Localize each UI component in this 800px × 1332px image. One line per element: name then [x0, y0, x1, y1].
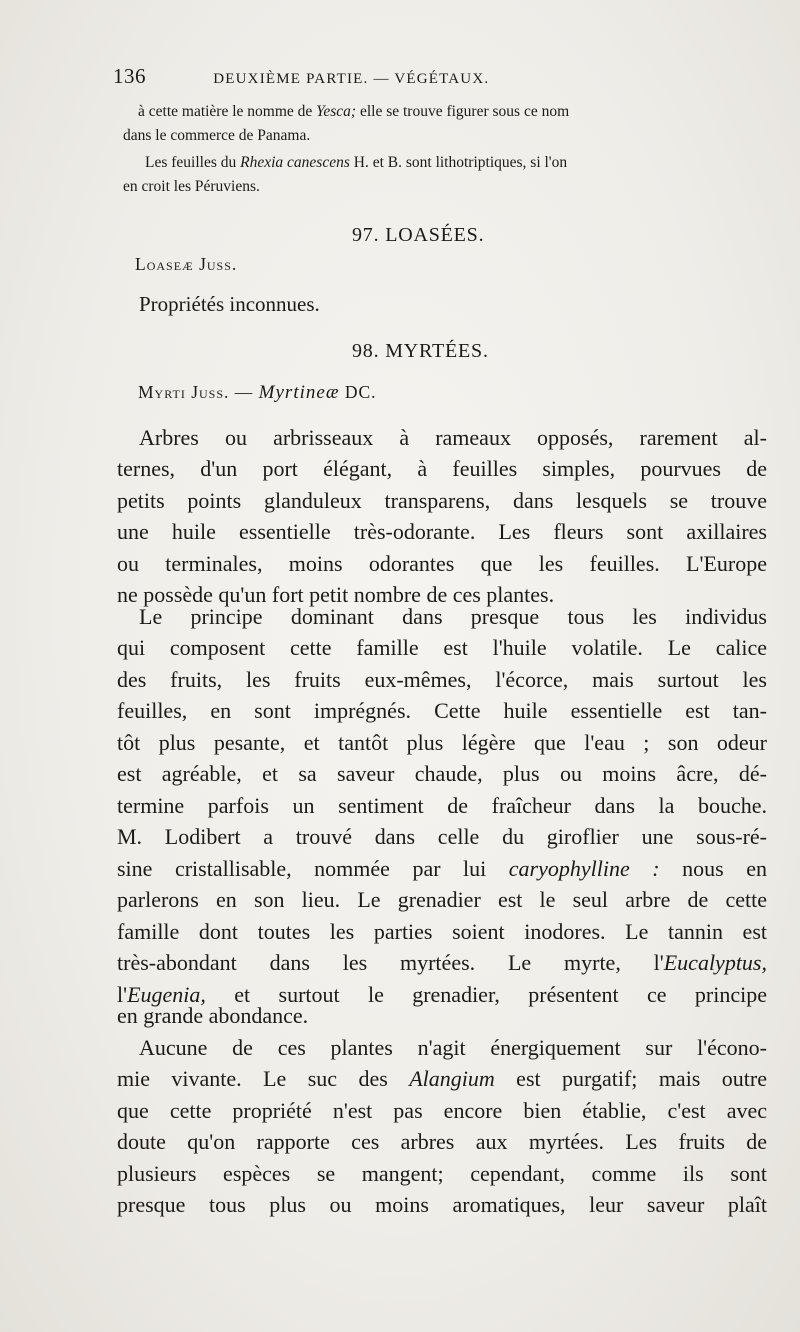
section-title-loasees: 97. LOASÉES.	[352, 224, 485, 246]
text-line: tôt plus pesante, et tantôt plus légère que l'eau ; son odeur	[117, 730, 767, 755]
text-line: en croit les Péruviens.	[123, 178, 260, 195]
text-line: doute qu'on rapporte ces arbres aux myrtées. Les fruits de	[117, 1129, 767, 1154]
text-line: une huile essentielle très-odorante. Les fleurs sont axillaires	[117, 519, 767, 544]
text-line: Les feuilles du Rhexia canescens H. et B. sont lithotriptiques, si l'on	[145, 154, 568, 171]
text-line: feuilles, en sont imprégnés. Cette huile essentielle est tan-	[117, 698, 767, 723]
text-line: ternes, d'un port élégant, à feuilles simples, pourvues de	[117, 456, 767, 481]
text-line: parlerons en son lieu. Le grenadier est le seul arbre de cette	[117, 887, 767, 912]
properties-note: Propriétés inconnues.	[139, 292, 320, 316]
text-line: des fruits, les fruits eux-mêmes, l'écorce, mais surtout les	[117, 667, 767, 692]
text-line: à cette matière le nomme de Yesca; elle se trouve figurer sous ce nom	[138, 103, 570, 120]
text-line: en grande abondance.	[117, 1003, 309, 1028]
text-line: l'Eugenia, et surtout le grenadier, présentent ce principe	[117, 982, 767, 1007]
section-author: Loaseæ Juss.	[135, 254, 238, 274]
text-line: famille dont toutes les parties soient inodores. Le tannin est	[117, 919, 767, 944]
page-header	[113, 64, 773, 89]
text-line: petits points glanduleux transparens, dans lesquels se trouve	[117, 488, 767, 513]
text-line: mie vivante. Le suc des Alangium est purgatif; mais outre	[117, 1066, 767, 1091]
text-line: que cette propriété n'est pas encore bien établie, c'est avec	[117, 1098, 767, 1123]
text-line: presque tous plus ou moins aromatiques, leur saveur plaît	[117, 1192, 767, 1217]
section-title-myrtees: 98. MYRTÉES.	[352, 340, 489, 362]
text-line: Aucune de ces plantes n'agit énergiquement sur l'écono-	[139, 1035, 767, 1060]
text-line: termine parfois un sentiment de fraîcheur dans la bouche.	[117, 793, 767, 818]
section-author: Myrti Juss. — Myrtineæ DC.	[138, 382, 377, 403]
text-line: dans le commerce de Panama.	[123, 127, 311, 144]
text-line: M. Lodibert a trouvé dans celle du giroflier une sous-ré-	[117, 824, 767, 849]
text-line: ne possède qu'un fort petit nombre de ces plantes.	[117, 582, 555, 607]
text-line: ou terminales, moins odorantes que les feuilles. L'Europe	[117, 551, 767, 576]
text-line: très-abondant dans les myrtées. Le myrte, l'Eucalyptus,	[117, 950, 767, 975]
text-line: qui composent cette famille est l'huile volatile. Le calice	[117, 635, 767, 660]
page-number: 136	[113, 64, 146, 88]
text-line: Arbres ou arbrisseaux à rameaux opposés, rarement al-	[139, 425, 767, 450]
text-line: sine cristallisable, nommée par lui caryophylline : nous en	[117, 856, 767, 881]
text-line: est agréable, et sa saveur chaude, plus ou moins âcre, dé-	[117, 761, 767, 786]
running-title: DEUXIÈME PARTIE. — VÉGÉTAUX.	[213, 71, 490, 87]
text-line: Le principe dominant dans presque tous les individus	[139, 604, 767, 629]
text-line: plusieurs espèces se mangent; cependant, comme ils sont	[117, 1161, 767, 1186]
